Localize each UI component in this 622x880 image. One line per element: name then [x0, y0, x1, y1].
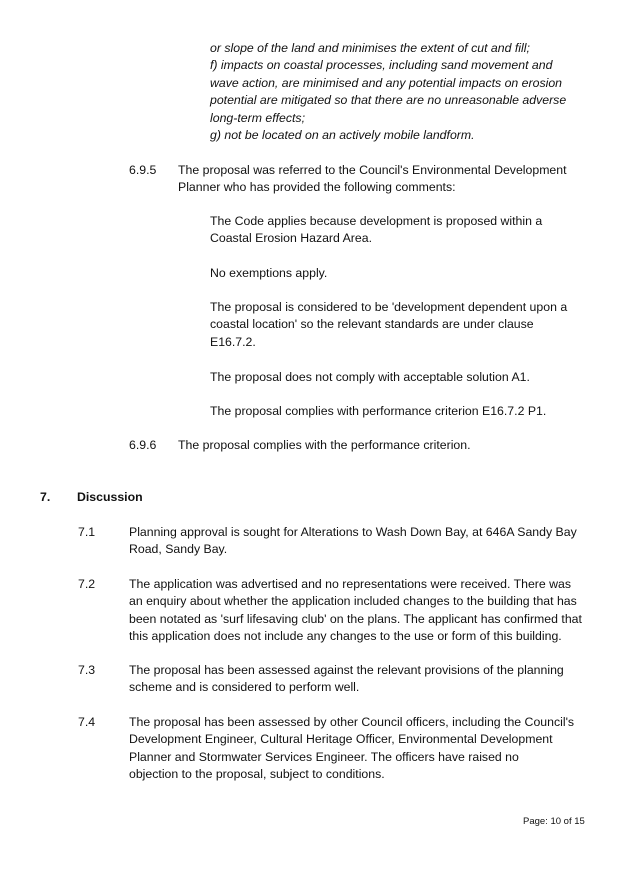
- comment-paragraph: [210, 213, 600, 248]
- comment-paragraph: [210, 265, 600, 282]
- text-line: The proposal has been assessed by other Council officers, including the Council's: [129, 715, 575, 729]
- comment-paragraph: [210, 369, 600, 386]
- item-text: [129, 576, 589, 646]
- text-line: coastal location' so the relevant standards are under clause: [210, 317, 534, 332]
- text-line: objection to the proposal, subject to conditions.: [129, 767, 385, 782]
- item-text: [129, 524, 589, 559]
- text-line: The proposal does not comply with acceptable solution A1.: [210, 370, 530, 384]
- text-line: The proposal has been assessed against the relevant provisions of the planning: [129, 663, 564, 677]
- page-number: Page: 10 of 15: [523, 816, 585, 827]
- text-line: No exemptions apply.: [210, 266, 328, 280]
- text-line: E16.7.2.: [210, 334, 256, 349]
- text-line: Road, Sandy Bay.: [129, 542, 228, 557]
- item-number: 7.1: [78, 525, 96, 539]
- item-695-text: [178, 162, 598, 197]
- item-number: 6.9.6: [129, 438, 157, 452]
- criteria-line: g) not be located on an actively mobile landform.: [210, 128, 475, 143]
- criteria-line: f) impacts on coastal processes, including sand movement and: [210, 58, 553, 73]
- item-text: [129, 662, 589, 697]
- text-line: The proposal complies with the performance criterion.: [178, 438, 471, 452]
- item-number: 7.3: [78, 663, 96, 677]
- text-line: The application was advertised and no representations were received. There was: [129, 577, 572, 591]
- text-line: The proposal complies with performance criterion E16.7.2 P1.: [210, 404, 547, 418]
- text-line: Planner who has provided the following comments:: [178, 180, 456, 195]
- criteria-continuation: [210, 40, 600, 144]
- item-number: 7.2: [78, 577, 96, 591]
- text-line: this application does not include any changes to the use or form of this building.: [129, 629, 562, 644]
- item-696-text: [178, 437, 598, 454]
- comment-paragraph: [210, 299, 600, 351]
- section-title: Discussion: [77, 490, 143, 504]
- criteria-line: potential are mitigated so that there are no unreasonable adverse: [210, 93, 567, 108]
- text-line: The proposal was referred to the Council's Environmental Development: [178, 163, 567, 177]
- item-text: [129, 714, 589, 784]
- comment-paragraph: [210, 403, 600, 420]
- text-line: scheme and is considered to perform well.: [129, 680, 360, 695]
- criteria-line: or slope of the land and minimises the extent of cut and fill;: [210, 41, 530, 55]
- text-line: an enquiry about whether the application included changes to the building that has: [129, 594, 577, 609]
- section-number: 7.: [40, 490, 51, 504]
- text-line: Coastal Erosion Hazard Area.: [210, 231, 372, 246]
- text-line: The Code applies because development is proposed within a: [210, 214, 543, 228]
- text-line: Planner and Stormwater Services Engineer. The officers have raised no: [129, 749, 519, 764]
- item-number: 7.4: [78, 715, 96, 729]
- criteria-line: long-term effects;: [210, 110, 305, 125]
- criteria-line: wave action, are minimised and any potential impacts on erosion: [210, 75, 563, 90]
- text-line: Planning approval is sought for Alterations to Wash Down Bay, at 646A Sandy Bay: [129, 525, 577, 539]
- item-number: 6.9.5: [129, 163, 157, 177]
- text-line: been notated as 'surf lifesaving club' on the plans. The applicant has confirmed that: [129, 611, 582, 626]
- text-line: Development Engineer, Cultural Heritage Officer, Environmental Development: [129, 732, 553, 747]
- text-line: The proposal is considered to be 'development dependent upon a: [210, 300, 568, 314]
